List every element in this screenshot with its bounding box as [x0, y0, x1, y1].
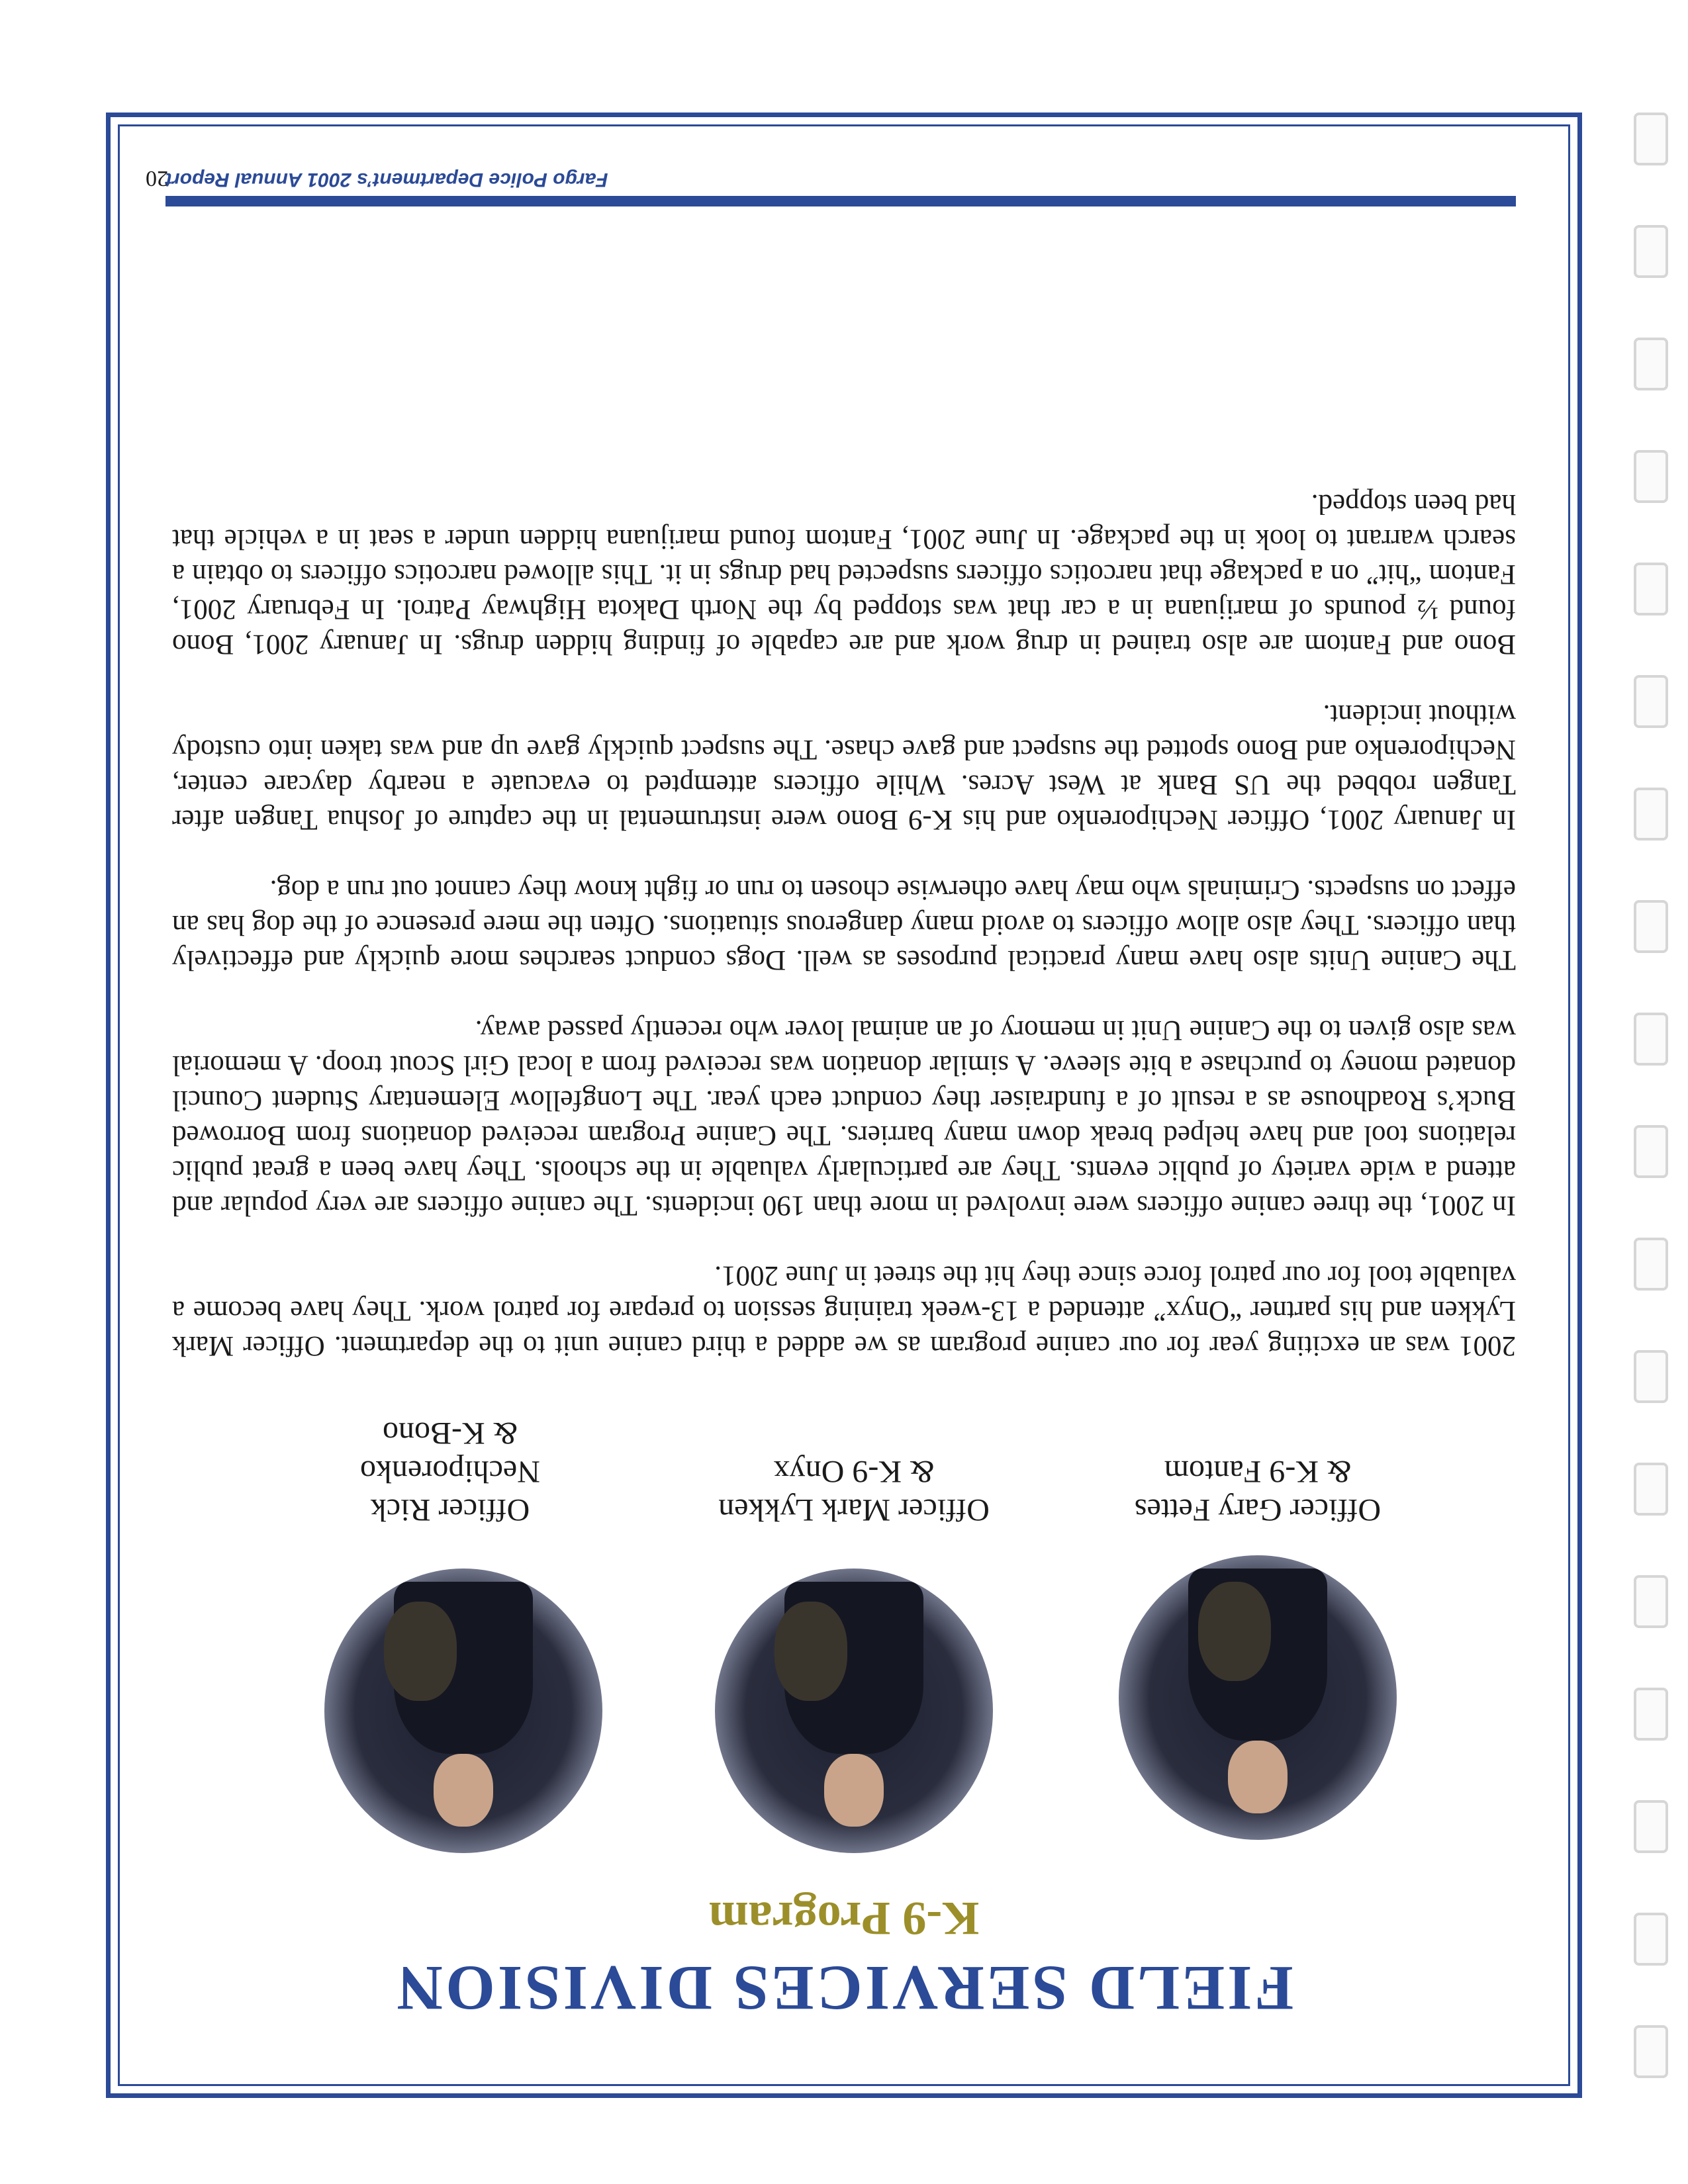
binder-ring — [1634, 450, 1668, 503]
officer-dog: & K-9 Fantom — [1164, 1454, 1352, 1489]
binder-ring — [1634, 1238, 1668, 1291]
binder-ring — [1634, 1350, 1668, 1403]
binder-ring — [1634, 675, 1668, 728]
binder-ring — [1634, 563, 1668, 615]
binder-ring — [1634, 1463, 1668, 1516]
article-body — [172, 451, 1516, 1363]
officer-name: Officer Mark Lykken — [718, 1492, 990, 1527]
officer-dog: & K-9 Onyx — [773, 1454, 935, 1489]
footer-report-title: Fargo Police Department’s 2001 Annual Report — [165, 169, 608, 191]
officer-caption-fettes — [1086, 1452, 1430, 1529]
binder-ring — [1634, 338, 1668, 390]
officer-dog: & K-Bono — [383, 1416, 518, 1451]
binder-ring — [1634, 1688, 1668, 1741]
paragraph: The Canine Units also have many practical purposes as well. Dogs conduct searches more quickly and effectively than officers. They also allow officers to avoid many dangerous situations. Often the mere presence of the dog has an effect on suspects. Criminals who may have otherwise chosen to run or fight know they cannot out run a dog. — [172, 874, 1516, 976]
binder-ring — [1634, 225, 1668, 278]
paragraph: 2001 was an exciting year for our canine program as we added a third canine unit to the department. Officer Mark Lykken and his partner “Onyx” attended a 13-week training session to prepare for patrol work. They have become a valuable tool for our patrol force since they hit the street in June 2001. — [172, 1260, 1516, 1361]
binder-ring — [1634, 1800, 1668, 1853]
officer-caption-lykken — [682, 1452, 1026, 1529]
paragraph: Bono and Fantom are also trained in drug work and are capable of finding hidden drugs. In January 2001, Bono found ½ pounds of marijuana in a car that was stopped by the North Dakota Highway Patrol. In February 2001, Fantom “hit” on a package that narcotics officers suspected had drugs in it. This allowed narcotics officers to obtain a search warrant to look in the package. In June 2001, Fantom found marijuana hidden under a seat in a vehicle that had been stopped. — [172, 488, 1516, 660]
page-number: 20 — [146, 166, 168, 191]
officer-photo-nechiporenko — [324, 1569, 602, 1853]
officer-name: Officer Rick Nechiporenko — [360, 1454, 540, 1527]
officer-photo-fettes — [1119, 1555, 1397, 1840]
binder-ring — [1634, 1125, 1668, 1178]
binder-ring — [1634, 113, 1668, 165]
binder-ring — [1634, 1013, 1668, 1066]
binder-ring — [1634, 788, 1668, 841]
paragraph: In 2001, the three canine officers were involved in more than 190 incidents. The canine officers are very popular and attend a wide variety of public events. They are particularly valuable in the schools. They have been a great public relations tool and have helped break down many barriers. The Canine Program received donations from Borrowed Buck’s Roadhouse as a result of a fundraiser they conduct each year. The Longfellow Elementary Student Council donated money to purchase a bite sleeve. A similar donation was received from a local Girl Scout troop. A memorial was also given to the Canine Unit in memory of an animal lover who recently passed away. — [172, 1015, 1516, 1221]
binder-ring — [1634, 900, 1668, 953]
officer-name: Officer Gary Fettes — [1134, 1492, 1382, 1527]
program-subtitle: K-9 Program — [708, 1892, 980, 1945]
binder-ring — [1634, 2025, 1668, 2078]
division-title: FIELD SERVICES DIVISION — [394, 1953, 1294, 2024]
binder-ring — [1634, 1575, 1668, 1628]
paragraph: In January 2001, Officer Nechiporenko and his K-9 Bono were instrumental in the capture of Joshua Tangen after Tangen robbed the US Bank at West Acres. While officers attempted to evacuate a nearby daycare center, Nechiporenko and Bono spotted the suspect and gave chase. The suspect quickly gave up and was taken into custody without incident. — [172, 699, 1516, 835]
officer-caption-nechiporenko — [278, 1414, 622, 1529]
footer-rule — [165, 196, 1516, 206]
officer-photo-lykken — [715, 1569, 993, 1853]
